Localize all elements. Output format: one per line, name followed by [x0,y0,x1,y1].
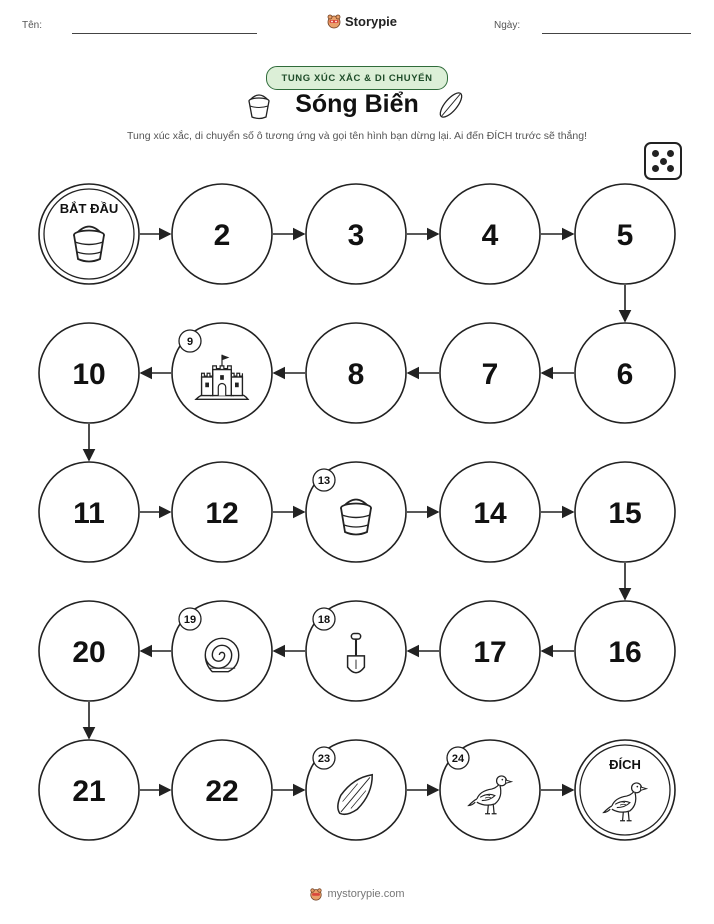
board-space-17[interactable] [440,601,540,701]
board-space-9[interactable] [172,323,272,423]
board-space-19[interactable] [172,601,272,701]
board-space-6[interactable] [575,323,675,423]
date-label: Ngày: [494,20,521,31]
board-space-12[interactable] [172,462,272,562]
board-space-15[interactable] [575,462,675,562]
board-space-2[interactable] [172,184,272,284]
bucket-icon [341,500,371,535]
board-space-20[interactable] [39,601,139,701]
footer-site: mystorypie.com [327,888,405,900]
name-label: Tên: [22,20,43,31]
space-number: 13 [317,475,331,487]
space-number: 15 [608,497,642,530]
board-space-21[interactable] [39,740,139,840]
space-number: 10 [72,358,106,391]
board-space-10[interactable] [39,323,139,423]
bucket-icon [74,227,104,262]
seashell-icon [205,638,238,671]
board-space-13[interactable] [306,462,406,562]
space-number: 22 [205,775,239,808]
board-space-22[interactable] [172,740,272,840]
space-number: 12 [205,497,239,530]
brand-name: Storypie [345,13,398,29]
board-space-16[interactable] [575,601,675,701]
space-number: 9 [186,336,194,348]
board-space-14[interactable] [440,462,540,562]
board-space-start[interactable] [39,184,139,284]
space-number: 5 [616,219,634,252]
board-space-23[interactable] [306,740,406,840]
board-space-11[interactable] [39,462,139,562]
space-number: 21 [72,775,106,808]
space-number: 17 [473,636,507,669]
start-label: BẮT ĐẦU [59,201,119,216]
board-space-7[interactable] [440,323,540,423]
space-number: 3 [347,219,365,252]
board-spaces [39,184,675,840]
space-number: 23 [317,753,331,765]
space-number: 14 [473,497,507,530]
space-number: 24 [451,753,465,765]
space-number: 11 [73,497,105,530]
board-space-8[interactable] [306,323,406,423]
board-space-24[interactable] [440,740,540,840]
space-number: 18 [317,614,331,626]
space-number: 4 [481,219,499,252]
board-space-3[interactable] [306,184,406,284]
subtitle-pill: TUNG XÚC XẮC & DI CHUYỂN [266,66,448,90]
instructions: Tung xúc xắc, di chuyển số ô tương ứng và gọi tên hình bạn dừng lại. Ai đến ĐÍCH trước sẽ thắng! [126,130,587,142]
space-number: 2 [213,219,231,252]
footer [0,887,714,901]
page-title: Sóng Biển [295,90,419,118]
board-space-5[interactable] [575,184,675,284]
space-number: 7 [481,358,499,391]
finish-label: ĐÍCH [609,757,641,772]
mascot-icon [309,887,323,901]
space-number: 8 [347,358,365,391]
space-number: 6 [616,358,634,391]
board-space-18[interactable] [306,601,406,701]
space-circle [575,740,675,840]
space-number: 20 [72,636,106,669]
space-number: 19 [183,614,197,626]
space-number: 16 [608,636,642,669]
board-space-4[interactable] [440,184,540,284]
board-space-finish[interactable] [575,740,675,840]
